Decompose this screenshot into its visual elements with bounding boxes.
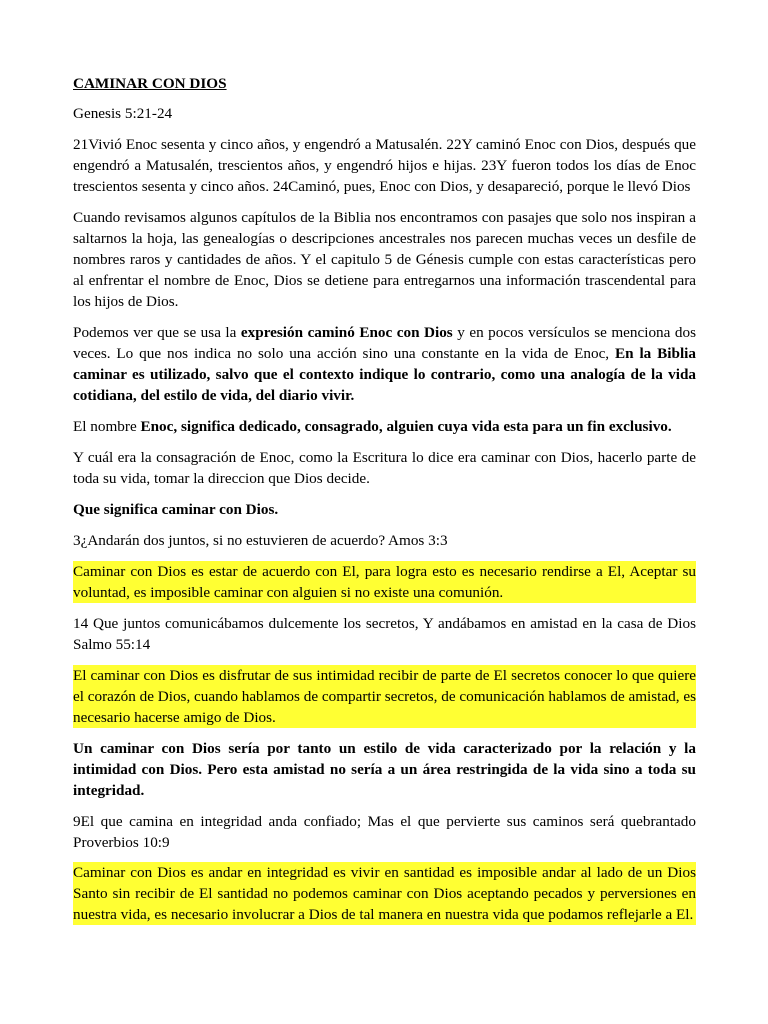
document-title: CAMINAR CON DIOS — [73, 75, 227, 92]
expression-bold-1: expresión caminó Enoc con Dios — [240, 324, 453, 341]
section-heading-text: Que significa caminar con Dios. — [73, 501, 279, 518]
scripture-passage: 21Vivió Enoc sesenta y cinco años, y engendró a Matusalén. 22Y caminó Enoc con Dios, después que engendró a Matusalén, trescientos años, y engendró hijos e hijas. 23Y fueron todos los días de Enoc trescientos sesenta y cinco años. 24Caminó, pues, Enoc con Dios, y desapareció, porque le llevó Dios — [73, 136, 696, 195]
consecration-paragraph: Y cuál era la consagración de Enoc, como la Escritura lo dice era caminar con Dios, hacerlo parte de toda su vida, tomar la direccion que Dios decide. — [73, 449, 696, 487]
bold-summary-text: Un caminar con Dios sería por tanto un estilo de vida caracterizado por la relación y la intimidad con Dios. Pero esta amistad no sería a un área restringida de la vida sino a toda su integridad. — [73, 740, 696, 799]
scripture-reference: Genesis 5:21-24 — [73, 105, 173, 122]
section-heading — [73, 499, 696, 520]
expression-text-1: Podemos ver que se usa la — [73, 324, 241, 341]
bold-summary-paragraph — [73, 738, 696, 801]
highlight-paragraph-agreement: Caminar con Dios es estar de acuerdo con El, para logra esto es necesario rendirse a El, Aceptar su voluntad, es imposible caminar con alguien si no existe una comunión. — [73, 563, 696, 601]
name-meaning-text: El nombre — [73, 418, 141, 435]
expression-text-2: y en pocos versículos se menciona dos veces. Lo que nos indica no solo una acción sino una constante en la vida de Enoc, — [73, 324, 696, 362]
name-meaning-paragraph — [73, 416, 696, 437]
expression-bold-2: En la Biblia caminar es utilizado, salvo que el contexto indique lo contrario, como una analogía de la vida cotidiana, del estilo de vida, del diario vivir. — [73, 345, 696, 404]
highlight-paragraph-intimacy: El caminar con Dios es disfrutar de sus intimidad recibir de parte de El secretos conocer lo que quiere el corazón de Dios, cuando hablamos de compartir secretos, de comunicación hablamos de amistad, es necesario hacerse amigo de Dios. — [73, 667, 696, 726]
verse-amos: 3¿Andarán dos juntos, si no estuvieren de acuerdo? Amos 3:3 — [73, 532, 448, 549]
verse-proverbios: 9El que camina en integridad anda confiado; Mas el que pervierte sus caminos será quebrantado Proverbios 10:9 — [73, 813, 696, 851]
expression-paragraph — [73, 322, 696, 406]
intro-paragraph: Cuando revisamos algunos capítulos de la Biblia nos encontramos con pasajes que solo nos inspiran a saltarnos la hoja, las genealogías o descripciones ancestrales nos parecen muchas veces un desfile de nombres raros y cantidades de años. Y el capitulo 5 de Génesis cumple con estas características pero al enfrentar el nombre de Enoc, Dios se detiene para entregarnos una información trascendental para los hijos de Dios. — [73, 209, 696, 310]
highlight-paragraph-integrity: Caminar con Dios es andar en integridad es vivir en santidad es imposible andar al lado de un Dios Santo sin recibir de El santidad no podemos caminar con Dios aceptando pecados y perversiones en nuestra vida, es necesario involucrar a Dios de tal manera en nuestra vida que podamos reflejarle a El. — [73, 864, 696, 923]
verse-salmo: 14 Que juntos comunicábamos dulcemente los secretos, Y andábamos en amistad en la casa de Dios Salmo 55:14 — [73, 615, 696, 653]
name-meaning-bold: Enoc, significa dedicado, consagrado, alguien cuya vida esta para un fin exclusivo. — [140, 418, 672, 435]
